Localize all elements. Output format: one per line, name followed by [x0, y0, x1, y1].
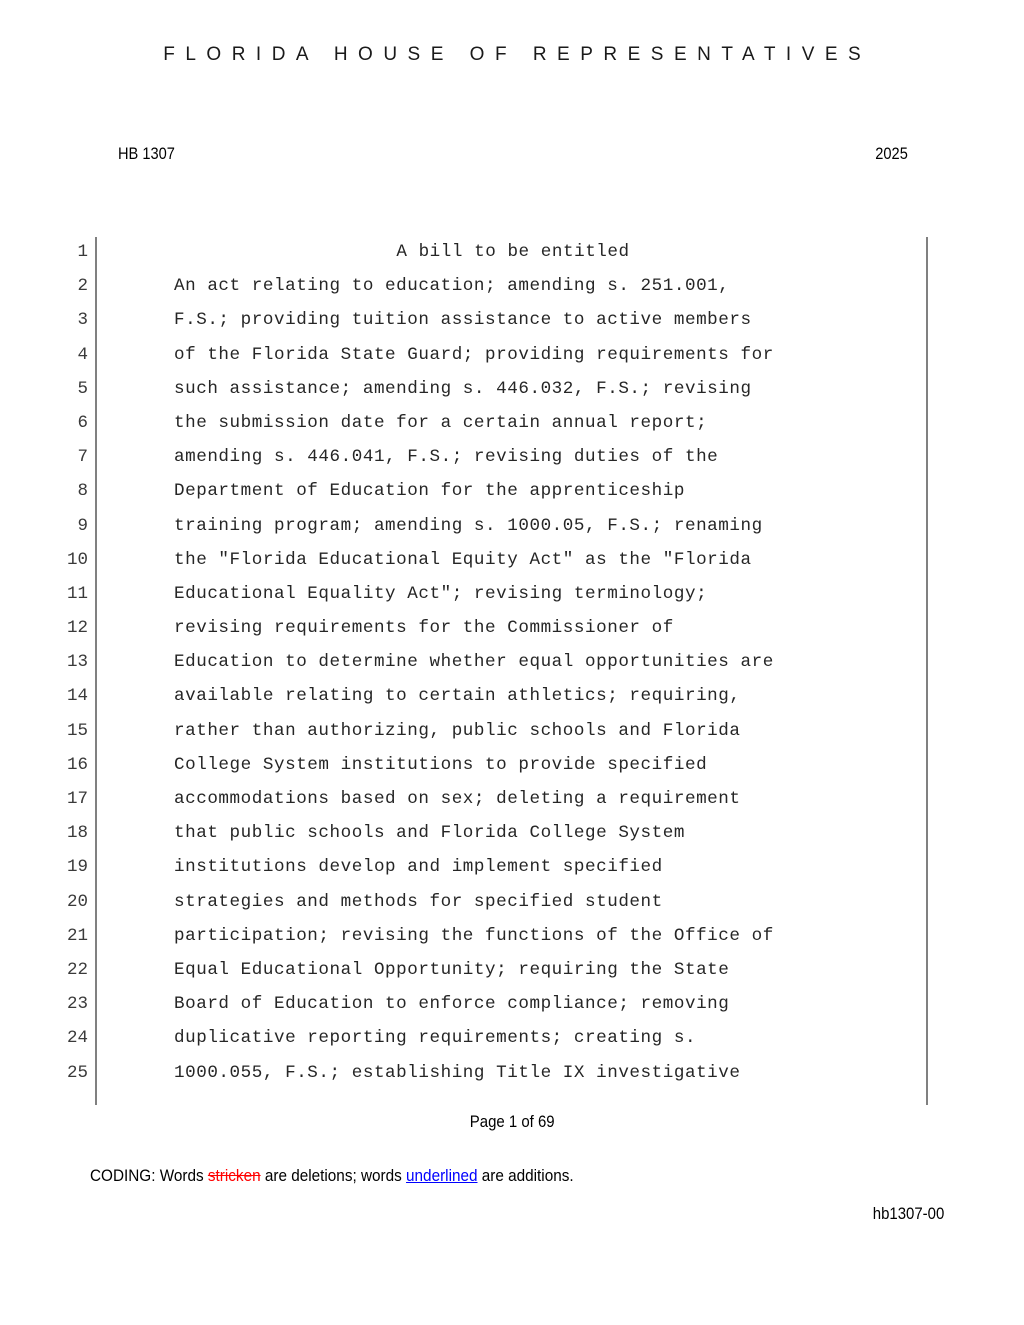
- coding-legend: [90, 1166, 627, 1186]
- line-number: 16: [66, 754, 88, 775]
- line-text: A bill to be entitled: [396, 242, 630, 262]
- line-text: revising requirements for the Commissioner of: [174, 618, 674, 639]
- bill-line-row: [0, 442, 1024, 476]
- line-number: 20: [66, 891, 88, 912]
- bill-line-row: [0, 545, 1024, 579]
- line-number: 17: [66, 789, 88, 809]
- bill-text-body: [0, 237, 1024, 1105]
- line-text: Equal Educational Opportunity; requiring the State: [174, 959, 730, 980]
- line-number: 7: [77, 447, 88, 468]
- bill-line-row: [0, 989, 1024, 1023]
- line-text: Education to determine whether equal opportunities are: [174, 652, 774, 673]
- line-number: 23: [66, 994, 88, 1015]
- line-text: accommodations based on sex; deleting a requirement: [174, 789, 741, 809]
- line-number: 8: [77, 481, 88, 502]
- bill-line-row: [0, 955, 1024, 989]
- line-number: 13: [66, 652, 88, 673]
- bill-line-row: [0, 1023, 1024, 1057]
- bill-line-row: [0, 818, 1024, 852]
- line-text: Educational Equality Act"; revising terminology;: [174, 583, 708, 604]
- bill-line-row: [0, 305, 1024, 339]
- document-id: [0, 1204, 944, 1224]
- line-text: College System institutions to provide specified: [174, 754, 708, 775]
- bill-line-row: [0, 340, 1024, 374]
- bill-line-row: [0, 476, 1024, 510]
- line-number: 3: [77, 310, 88, 331]
- bill-line-row: [0, 374, 1024, 408]
- line-number: 11: [66, 583, 88, 604]
- line-number: 4: [77, 344, 88, 365]
- line-text: Department of Education for the apprenticeship: [174, 481, 685, 502]
- chamber-header: FLORIDA HOUSE OF REPRESENTATIVES: [163, 44, 872, 65]
- coding-underlined-sample: underlined: [406, 1166, 478, 1185]
- line-text: 1000.055, F.S.; establishing Title IX investigative: [174, 1062, 741, 1083]
- bill-line-row: [0, 1058, 1024, 1092]
- line-number: 18: [66, 823, 88, 844]
- line-number: 22: [66, 959, 88, 980]
- bill-line-row: [0, 647, 1024, 681]
- line-text: An act relating to education; amending s. 251.001,: [174, 276, 730, 297]
- numbered-line-list: [0, 237, 1024, 1092]
- coding-suffix: are additions.: [477, 1166, 574, 1185]
- line-text: participation; revising the functions of the Office of: [174, 925, 774, 946]
- line-number: 21: [66, 925, 88, 946]
- line-text: such assistance; amending s. 446.032, F.S.; revising: [174, 378, 752, 399]
- line-text: the "Florida Educational Equity Act" as the "Florida: [174, 549, 752, 570]
- line-number: 19: [66, 857, 88, 878]
- line-text: strategies and methods for specified student: [174, 891, 663, 912]
- line-number: 2: [77, 276, 88, 297]
- line-text: rather than authorizing, public schools and Florida: [174, 720, 741, 741]
- bill-line-row: [0, 887, 1024, 921]
- line-text: duplicative reporting requirements; creating s.: [174, 1028, 697, 1049]
- coding-stricken-sample: stricken: [207, 1166, 261, 1185]
- line-text: Board of Education to enforce compliance; removing: [174, 994, 730, 1015]
- line-number: 9: [77, 515, 88, 536]
- bill-year: 2025: [875, 144, 908, 163]
- bill-line-row: [0, 613, 1024, 647]
- document-id-text: hb1307-00: [872, 1204, 944, 1223]
- page-number-text: Page 1 of 69: [469, 1112, 555, 1131]
- line-text: F.S.; providing tuition assistance to active members: [174, 310, 752, 331]
- line-text: amending s. 446.041, F.S.; revising duties of the: [174, 447, 719, 468]
- coding-prefix: CODING: Words: [90, 1166, 208, 1185]
- bill-line-row: [0, 784, 1024, 818]
- bill-line-row: [0, 271, 1024, 305]
- line-number: 24: [66, 1028, 88, 1049]
- bill-number: HB 1307: [118, 144, 175, 163]
- bill-identifier-line: [118, 144, 908, 164]
- bill-line-row: [0, 921, 1024, 955]
- line-text: of the Florida State Guard; providing requirements for: [174, 344, 774, 365]
- line-text: available relating to certain athletics; requiring,: [174, 686, 741, 707]
- line-number: 1: [77, 242, 88, 262]
- line-text: that public schools and Florida College System: [174, 823, 685, 844]
- bill-line-row: [0, 237, 1024, 271]
- bill-line-row: [0, 681, 1024, 715]
- coding-legend-inner: [90, 1166, 574, 1186]
- line-text: the submission date for a certain annual report;: [174, 412, 708, 433]
- page-number: [0, 1112, 1024, 1132]
- line-number: 12: [66, 618, 88, 639]
- line-number: 6: [77, 412, 88, 433]
- bill-line-row: [0, 750, 1024, 784]
- line-number: 14: [66, 686, 88, 707]
- line-text: institutions develop and implement specified: [174, 857, 663, 878]
- line-number: 25: [66, 1062, 88, 1083]
- coding-middle: are deletions; words: [260, 1166, 407, 1185]
- bill-line-row: [0, 852, 1024, 886]
- line-text: training program; amending s. 1000.05, F.S.; renaming: [174, 515, 763, 536]
- bill-line-row: [0, 511, 1024, 545]
- line-number: 10: [66, 549, 88, 570]
- bill-line-row: [0, 716, 1024, 750]
- bill-line-row: [0, 579, 1024, 613]
- bill-line-row: [0, 408, 1024, 442]
- line-number: 15: [66, 720, 88, 741]
- line-number: 5: [77, 378, 88, 399]
